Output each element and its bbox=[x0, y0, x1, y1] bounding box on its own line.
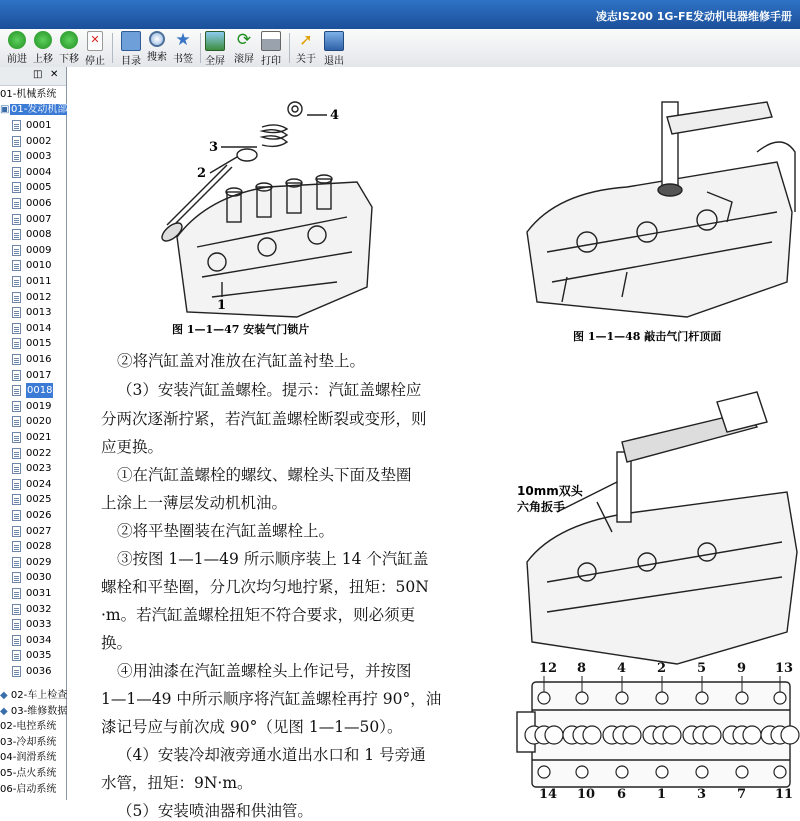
tree-page-item[interactable]: 0008 bbox=[0, 227, 66, 242]
text-line: 换。 bbox=[101, 634, 133, 652]
tree-page-item[interactable]: 0003 bbox=[0, 149, 66, 164]
page-icon bbox=[12, 526, 21, 537]
tree-section-item[interactable]: ◆ 02-车上检查 bbox=[0, 690, 68, 701]
page-icon bbox=[12, 151, 21, 162]
valve-bore bbox=[743, 726, 761, 744]
bolt-order-label-top: 5 bbox=[697, 661, 707, 676]
valve-bore bbox=[623, 726, 641, 744]
tree-page-item[interactable]: 0002 bbox=[0, 134, 66, 149]
page-icon bbox=[12, 323, 21, 334]
bolt-order-label-top: 9 bbox=[737, 661, 747, 676]
text-line: （5）安装喷油器和供油管。 bbox=[117, 802, 313, 820]
bolt-order-label-bottom: 6 bbox=[617, 787, 627, 802]
tree-page-item[interactable]: 0036 bbox=[0, 664, 66, 679]
tree-page-item[interactable]: 0026 bbox=[0, 508, 66, 523]
page-icon bbox=[12, 385, 21, 396]
arrow-down-icon bbox=[60, 31, 78, 49]
page-icon bbox=[12, 510, 21, 521]
bolt-mark bbox=[656, 766, 668, 778]
tree-page-item[interactable]: 0029 bbox=[0, 555, 66, 570]
fig47-label-2: 2 bbox=[197, 166, 207, 181]
page-icon bbox=[12, 401, 21, 412]
tree-page-item[interactable]: 0033 bbox=[0, 617, 66, 632]
page-icon bbox=[12, 604, 21, 615]
bolt-mark bbox=[696, 766, 708, 778]
page-icon bbox=[12, 541, 21, 552]
bolt-mark bbox=[656, 692, 668, 704]
tree-section-item[interactable]: 04-润滑系统 bbox=[0, 752, 57, 764]
bolt-order-label-top: 8 bbox=[577, 661, 587, 676]
page-icon bbox=[12, 370, 21, 381]
tree-header bbox=[0, 67, 66, 86]
tree-page-item[interactable]: 0017 bbox=[0, 368, 66, 383]
section-icon: ◆ bbox=[0, 705, 11, 717]
move-up-button[interactable]: 上移 bbox=[26, 30, 60, 66]
page-icon bbox=[12, 292, 21, 303]
search-button[interactable]: 搜索 bbox=[140, 30, 174, 66]
tree-page-item[interactable]: 0006 bbox=[0, 196, 66, 211]
tree-section-item[interactable]: ◆ 03-维修数据 bbox=[0, 705, 68, 717]
page-icon bbox=[12, 276, 21, 287]
page-icon bbox=[12, 557, 21, 568]
page-icon bbox=[12, 307, 21, 318]
printer-icon bbox=[261, 31, 281, 51]
text-line: ·m。若汽缸盖螺栓扭矩不符合要求，则必须更 bbox=[101, 606, 416, 624]
bolt-mark bbox=[774, 692, 786, 704]
tree-pin-icon[interactable]: ◫ bbox=[33, 69, 43, 80]
bolt-mark bbox=[538, 692, 550, 704]
tree-page-item[interactable]: 0016 bbox=[0, 352, 66, 367]
tree-page-item[interactable]: 0035 bbox=[0, 648, 66, 663]
text-line: ①在汽缸盖螺栓的螺纹、螺栓头下面及垫圈 bbox=[117, 466, 412, 484]
bolt-order-label-top: 2 bbox=[657, 661, 667, 676]
document-page bbox=[67, 67, 800, 820]
page-icon bbox=[12, 635, 21, 646]
bolt-order-label-bottom: 7 bbox=[737, 787, 747, 802]
bookmark-button[interactable]: ★ 书签 bbox=[173, 30, 193, 65]
tree-section-item[interactable]: 03-冷却系统 bbox=[0, 736, 57, 748]
bolt-order-label-top: 4 bbox=[617, 661, 627, 676]
arrow-up-icon bbox=[34, 31, 52, 49]
bolt-mark bbox=[616, 692, 628, 704]
tree-page-item[interactable]: 0012 bbox=[0, 290, 66, 305]
section-icon: ◆ bbox=[0, 690, 11, 701]
text-line: 螺栓和平垫圈，分几次均匀地拧紧，扭矩：50N bbox=[101, 578, 429, 596]
tree-page-item[interactable]: 0031 bbox=[0, 586, 66, 601]
tree-page-item[interactable]: 0007 bbox=[0, 212, 66, 227]
fig47-label-1: 1 bbox=[217, 298, 227, 313]
bolt-mark bbox=[576, 766, 588, 778]
about-button[interactable]: ➚ 关于 bbox=[296, 30, 316, 65]
tree-close-icon[interactable]: ✕ bbox=[50, 69, 59, 80]
title-bar bbox=[0, 0, 800, 29]
page-icon bbox=[12, 214, 21, 225]
tree-page-item[interactable]: 0027 bbox=[0, 524, 66, 539]
text-line: 水管，扭矩：9N·m。 bbox=[101, 774, 253, 792]
page-icon bbox=[12, 416, 21, 427]
tree-page-item[interactable]: 0030 bbox=[0, 570, 66, 585]
bolt-mark bbox=[616, 766, 628, 778]
tree-page-item[interactable]: 0022 bbox=[0, 446, 66, 461]
star-icon: ★ bbox=[175, 30, 191, 50]
fig48-caption: 图 1—1—48 敲击气门杆顶面 bbox=[573, 330, 722, 343]
page-icon bbox=[12, 182, 21, 193]
tree-page-item[interactable]: 0028 bbox=[0, 539, 66, 554]
tree-page-item[interactable]: 0009 bbox=[0, 243, 66, 258]
tree-section-item[interactable]: 06-启动系统 bbox=[0, 783, 57, 795]
page-icon bbox=[12, 229, 21, 240]
bolt-order-label-bottom: 3 bbox=[697, 787, 707, 802]
fig47-caption: 图 1—1—47 安装气门锁片 bbox=[172, 323, 310, 336]
tree-page-item[interactable]: 0023 bbox=[0, 461, 66, 476]
text-line: （3）安装汽缸盖螺栓。提示：汽缸盖螺栓应 bbox=[117, 381, 422, 399]
fig47-label-4: 4 bbox=[330, 108, 340, 123]
page-icon bbox=[12, 167, 21, 178]
figure-1-1-47-valve-keeper bbox=[117, 87, 377, 327]
fig49-label-line1: 10mm双头 bbox=[517, 484, 583, 498]
toc-button[interactable]: 目录 bbox=[114, 30, 148, 66]
fullscreen-button[interactable]: 全屏 bbox=[198, 30, 232, 66]
tree-page-item[interactable]: 0034 bbox=[0, 633, 66, 648]
bolt-order-label-bottom: 14 bbox=[539, 787, 558, 802]
text-line: ②将平垫圈装在汽缸盖螺栓上。 bbox=[117, 522, 335, 540]
page-icon bbox=[12, 136, 21, 147]
text-line: 应更换。 bbox=[101, 438, 164, 456]
tree-page-item[interactable]: 0011 bbox=[0, 274, 66, 289]
bolt-order-label-top: 13 bbox=[775, 661, 794, 676]
page-icon bbox=[12, 120, 21, 131]
text-line: 上涂上一薄层发动机机油。 bbox=[101, 494, 288, 512]
text-line: ②将汽缸盖对准放在汽缸盖衬垫上。 bbox=[117, 352, 366, 370]
fig49-label-line2: 六角扳手 bbox=[517, 500, 566, 514]
tree-item-engine[interactable]: ▣ 01-发动机部 bbox=[0, 104, 68, 115]
bolt-mark bbox=[736, 766, 748, 778]
tree-page-item[interactable]: 0019 bbox=[0, 399, 66, 414]
valve-bore bbox=[663, 726, 681, 744]
fig47-label-3: 3 bbox=[209, 140, 219, 155]
page-icon bbox=[12, 354, 21, 365]
page-icon bbox=[12, 198, 21, 209]
cursor-icon: ➚ bbox=[299, 30, 313, 49]
book-icon: ▣ bbox=[0, 104, 10, 115]
page-icon bbox=[12, 494, 21, 505]
tree-page-item[interactable]: 0032 bbox=[0, 602, 66, 617]
page-icon bbox=[12, 619, 21, 630]
page-icon bbox=[12, 432, 21, 443]
valve-bore bbox=[545, 726, 563, 744]
page-icon bbox=[12, 666, 21, 677]
exit-button[interactable]: 退出 bbox=[317, 30, 351, 66]
page-icon bbox=[12, 479, 21, 490]
tree-page-item[interactable]: 0005 bbox=[0, 180, 66, 195]
exit-icon bbox=[324, 31, 344, 51]
text-line: （4）安装冷却液旁通水道出水口和 1 号旁通 bbox=[117, 746, 426, 764]
valve-bore bbox=[703, 726, 721, 744]
page-icon bbox=[12, 463, 21, 474]
bolt-mark bbox=[696, 692, 708, 704]
bolt-order-label-top: 12 bbox=[539, 661, 558, 676]
page-icon bbox=[12, 245, 21, 256]
tree-page-item[interactable]: 0024 bbox=[0, 477, 66, 492]
bolt-mark bbox=[736, 692, 748, 704]
figure-1-1-49-hex-wrench bbox=[517, 392, 800, 667]
tree-page-item[interactable]: 0010 bbox=[0, 258, 66, 273]
bolt-mark bbox=[538, 766, 550, 778]
bolt-order-label-bottom: 1 bbox=[657, 787, 667, 802]
bolt-mark bbox=[774, 766, 786, 778]
refresh-icon: ⟳ bbox=[236, 30, 252, 50]
figure-1-1-50-bolt-sequence bbox=[512, 632, 800, 800]
tree-page-item[interactable]: 0004 bbox=[0, 165, 66, 180]
print-button[interactable]: 打印 bbox=[254, 30, 288, 66]
text-line: ③按图 1—1—49 所示顺序装上 14 个汽缸盖 bbox=[117, 550, 429, 568]
tree-section-item[interactable]: 02-电控系统 bbox=[0, 721, 57, 733]
bolt-order-label-bottom: 11 bbox=[775, 787, 794, 802]
stop-icon: ✕ bbox=[87, 31, 103, 51]
page-icon bbox=[12, 448, 21, 459]
page-icon bbox=[12, 650, 21, 661]
text-line: ④用油漆在汽缸盖螺栓头上作记号，并按图 bbox=[117, 662, 412, 680]
window-title: 凌志IS200 1G-FE发动机电器维修手册 bbox=[595, 10, 792, 23]
tree-page-item[interactable]: 0014 bbox=[0, 321, 66, 336]
forward-icon bbox=[8, 31, 26, 49]
tree-page-item[interactable]: 0021 bbox=[0, 430, 66, 445]
text-line: 分两次逐渐拧紧，若汽缸盖螺栓断裂或变形，则 bbox=[101, 410, 427, 428]
search-icon bbox=[149, 31, 165, 47]
tree-section-item[interactable]: 05-点火系统 bbox=[0, 768, 57, 779]
text-line: 漆记号应与前次成 90°（见图 1—1—50）。 bbox=[101, 718, 403, 736]
forward-button[interactable]: 前进 bbox=[0, 30, 34, 66]
valve-bore bbox=[583, 726, 601, 744]
tree-page-item[interactable]: 0025 bbox=[0, 492, 66, 507]
tree-page-item[interactable]: 0018 bbox=[0, 383, 66, 398]
navigation-tree bbox=[0, 67, 67, 800]
stop-button[interactable]: ✕ 停止 bbox=[85, 33, 105, 67]
toolbar bbox=[0, 29, 800, 68]
tree-page-item[interactable]: 0020 bbox=[0, 414, 66, 429]
figure-1-1-48-tapping-valve-stem bbox=[517, 92, 797, 322]
tree-page-item[interactable]: 0015 bbox=[0, 336, 66, 351]
valve-bore bbox=[781, 726, 799, 744]
toc-icon bbox=[121, 31, 141, 51]
fullscreen-icon bbox=[205, 31, 225, 51]
page-icon bbox=[12, 572, 21, 583]
tree-page-item[interactable]: 0013 bbox=[0, 305, 66, 320]
page-icon bbox=[12, 588, 21, 599]
tree-page-item[interactable]: 0001 bbox=[0, 118, 66, 133]
bolt-mark bbox=[576, 692, 588, 704]
bolt-order-label-bottom: 10 bbox=[577, 787, 596, 802]
page-icon bbox=[12, 338, 21, 349]
tree-item-root[interactable]: 01-机械系统 bbox=[0, 89, 57, 100]
scroll-button[interactable]: ⟳ 滚屏 bbox=[234, 30, 254, 65]
move-down-button[interactable]: 下移 bbox=[52, 30, 86, 66]
page-icon bbox=[12, 260, 21, 271]
text-line: 1—1—49 中所示顺序将汽缸盖螺栓再拧 90°，油 bbox=[101, 690, 442, 708]
